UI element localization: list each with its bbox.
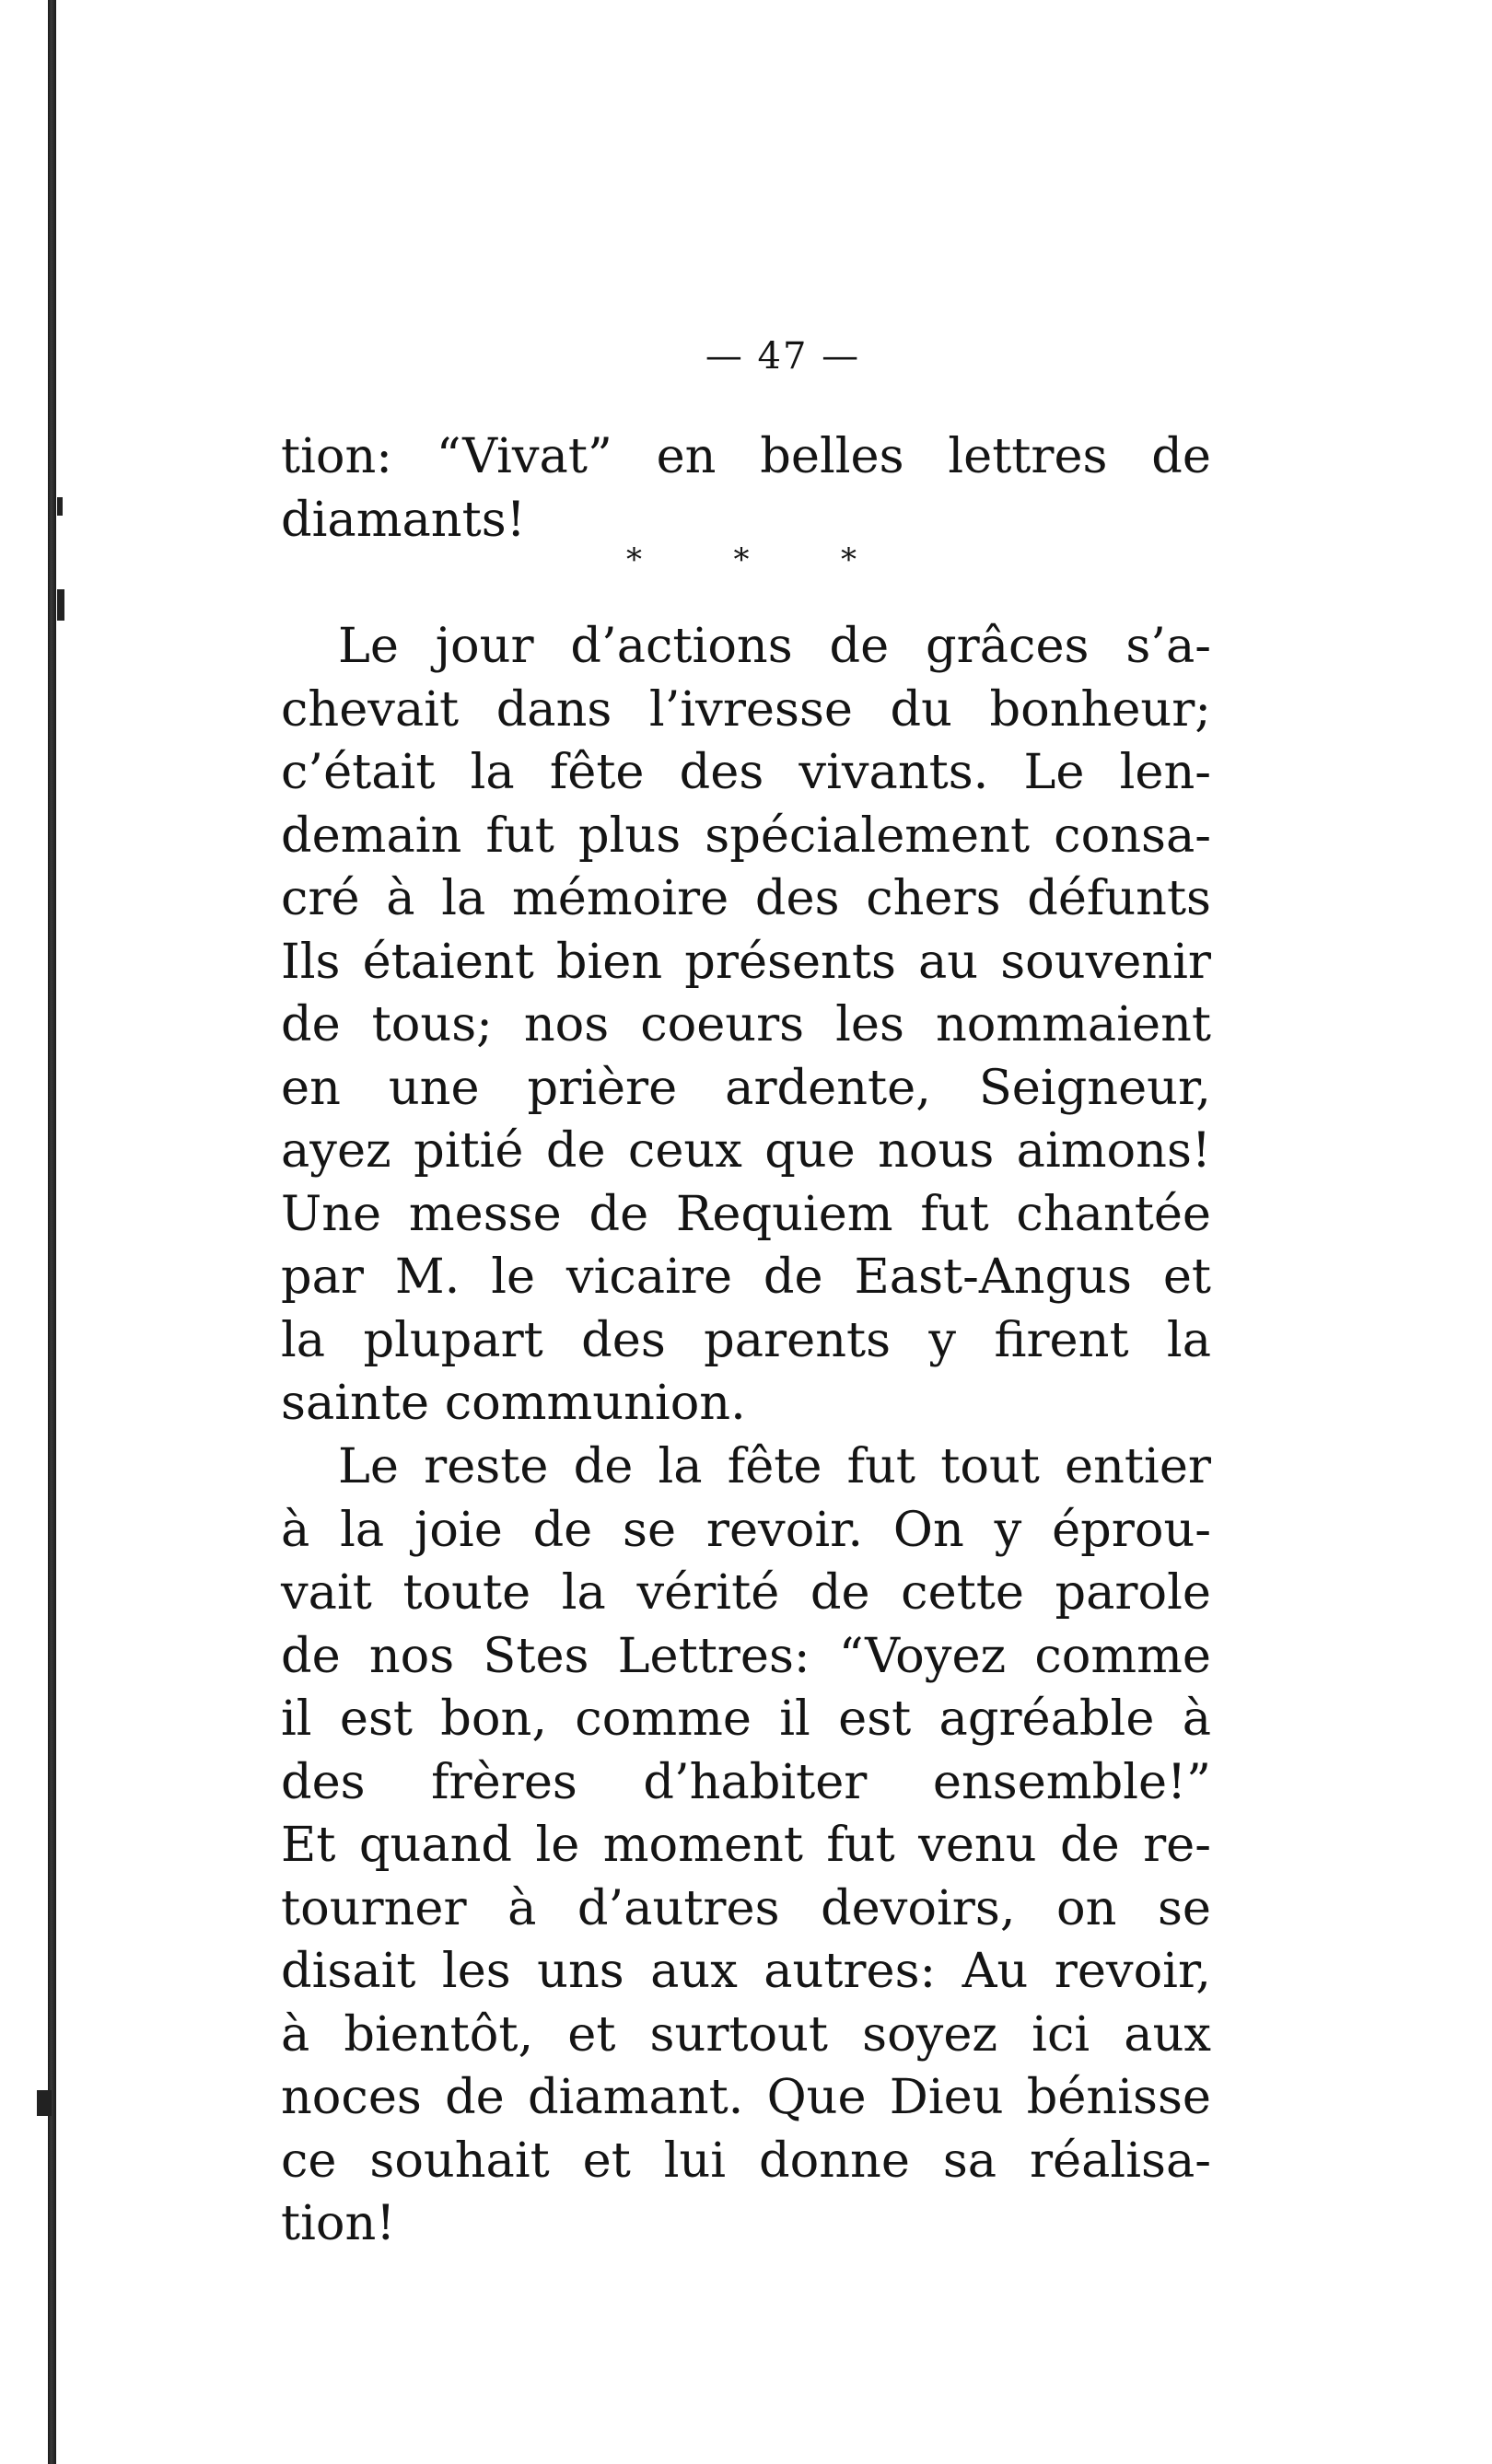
text-line: chevait dans l’ivresse du bonheur; <box>281 680 1211 738</box>
text-line: c’était la fête des vivants. Le len- <box>281 744 1211 800</box>
text-line: cré à la mémoire des chers défunts <box>281 870 1211 926</box>
text-line: de nos Stes Lettres: “Voyez comme <box>281 1627 1211 1684</box>
text-line: tion: “Vivat” en belles lettres de <box>281 428 1211 484</box>
text-line: vait toute la vérité de cette parole <box>281 1564 1211 1621</box>
asterisk: * <box>733 541 750 578</box>
text-line: Une messe de Requiem fut chantée <box>281 1185 1211 1242</box>
text-line: tourner à d’autres devoirs, on se <box>281 1879 1211 1936</box>
text-line: en une prière ardente, Seigneur, <box>281 1059 1211 1116</box>
binding-speck <box>57 589 64 621</box>
text-line: demain fut plus spécialement consa- <box>281 807 1211 864</box>
text-line: ayez pitié de ceux que nous aimons! <box>281 1122 1211 1179</box>
text-line: Le jour d’actions de grâces s’a- <box>338 618 1211 674</box>
text-line: il est bon, comme il est agréable à <box>281 1691 1211 1747</box>
text-line: à la joie de se revoir. On y éprou- <box>281 1501 1211 1558</box>
text-line: des frères d’habiter ensemble!” <box>281 1753 1211 1810</box>
paragraph-celebration <box>281 615 1211 1435</box>
text-line: tion! <box>281 2195 396 2251</box>
text-line: ce souhait et lui donne sa réalisa- <box>281 2132 1211 2189</box>
text-line: diamants! <box>281 491 526 548</box>
binding-speck <box>37 2090 52 2116</box>
paragraph-reunion <box>281 1435 1211 2256</box>
text-line: disait les uns aux autres: Au revoir, <box>281 1943 1211 1999</box>
text-line: par M. le vicaire de East-Angus et <box>281 1249 1211 1305</box>
text-line: Ils étaient bien présents au souvenir <box>281 933 1211 990</box>
text-line: noces de diamant. Que Dieu bénisse <box>281 2069 1211 2125</box>
paragraph-continuation <box>281 425 1211 552</box>
text-line: sainte communion. <box>281 1375 746 1431</box>
page-number: — 47 — <box>705 335 861 378</box>
section-asterism <box>626 541 857 578</box>
text-line: Et quand le moment fut venu de re- <box>281 1817 1211 1873</box>
text-line: la plupart des parents y firent la <box>281 1311 1211 1368</box>
asterisk: * <box>626 541 642 578</box>
text-line: Le reste de la fête fut tout entier <box>338 1438 1211 1494</box>
text-line: à bientôt, et surtout soyez ici aux <box>281 2005 1211 2063</box>
text-line: de tous; nos coeurs les nommaient <box>281 996 1211 1052</box>
binding-speck <box>57 497 63 516</box>
asterisk: * <box>841 541 857 578</box>
